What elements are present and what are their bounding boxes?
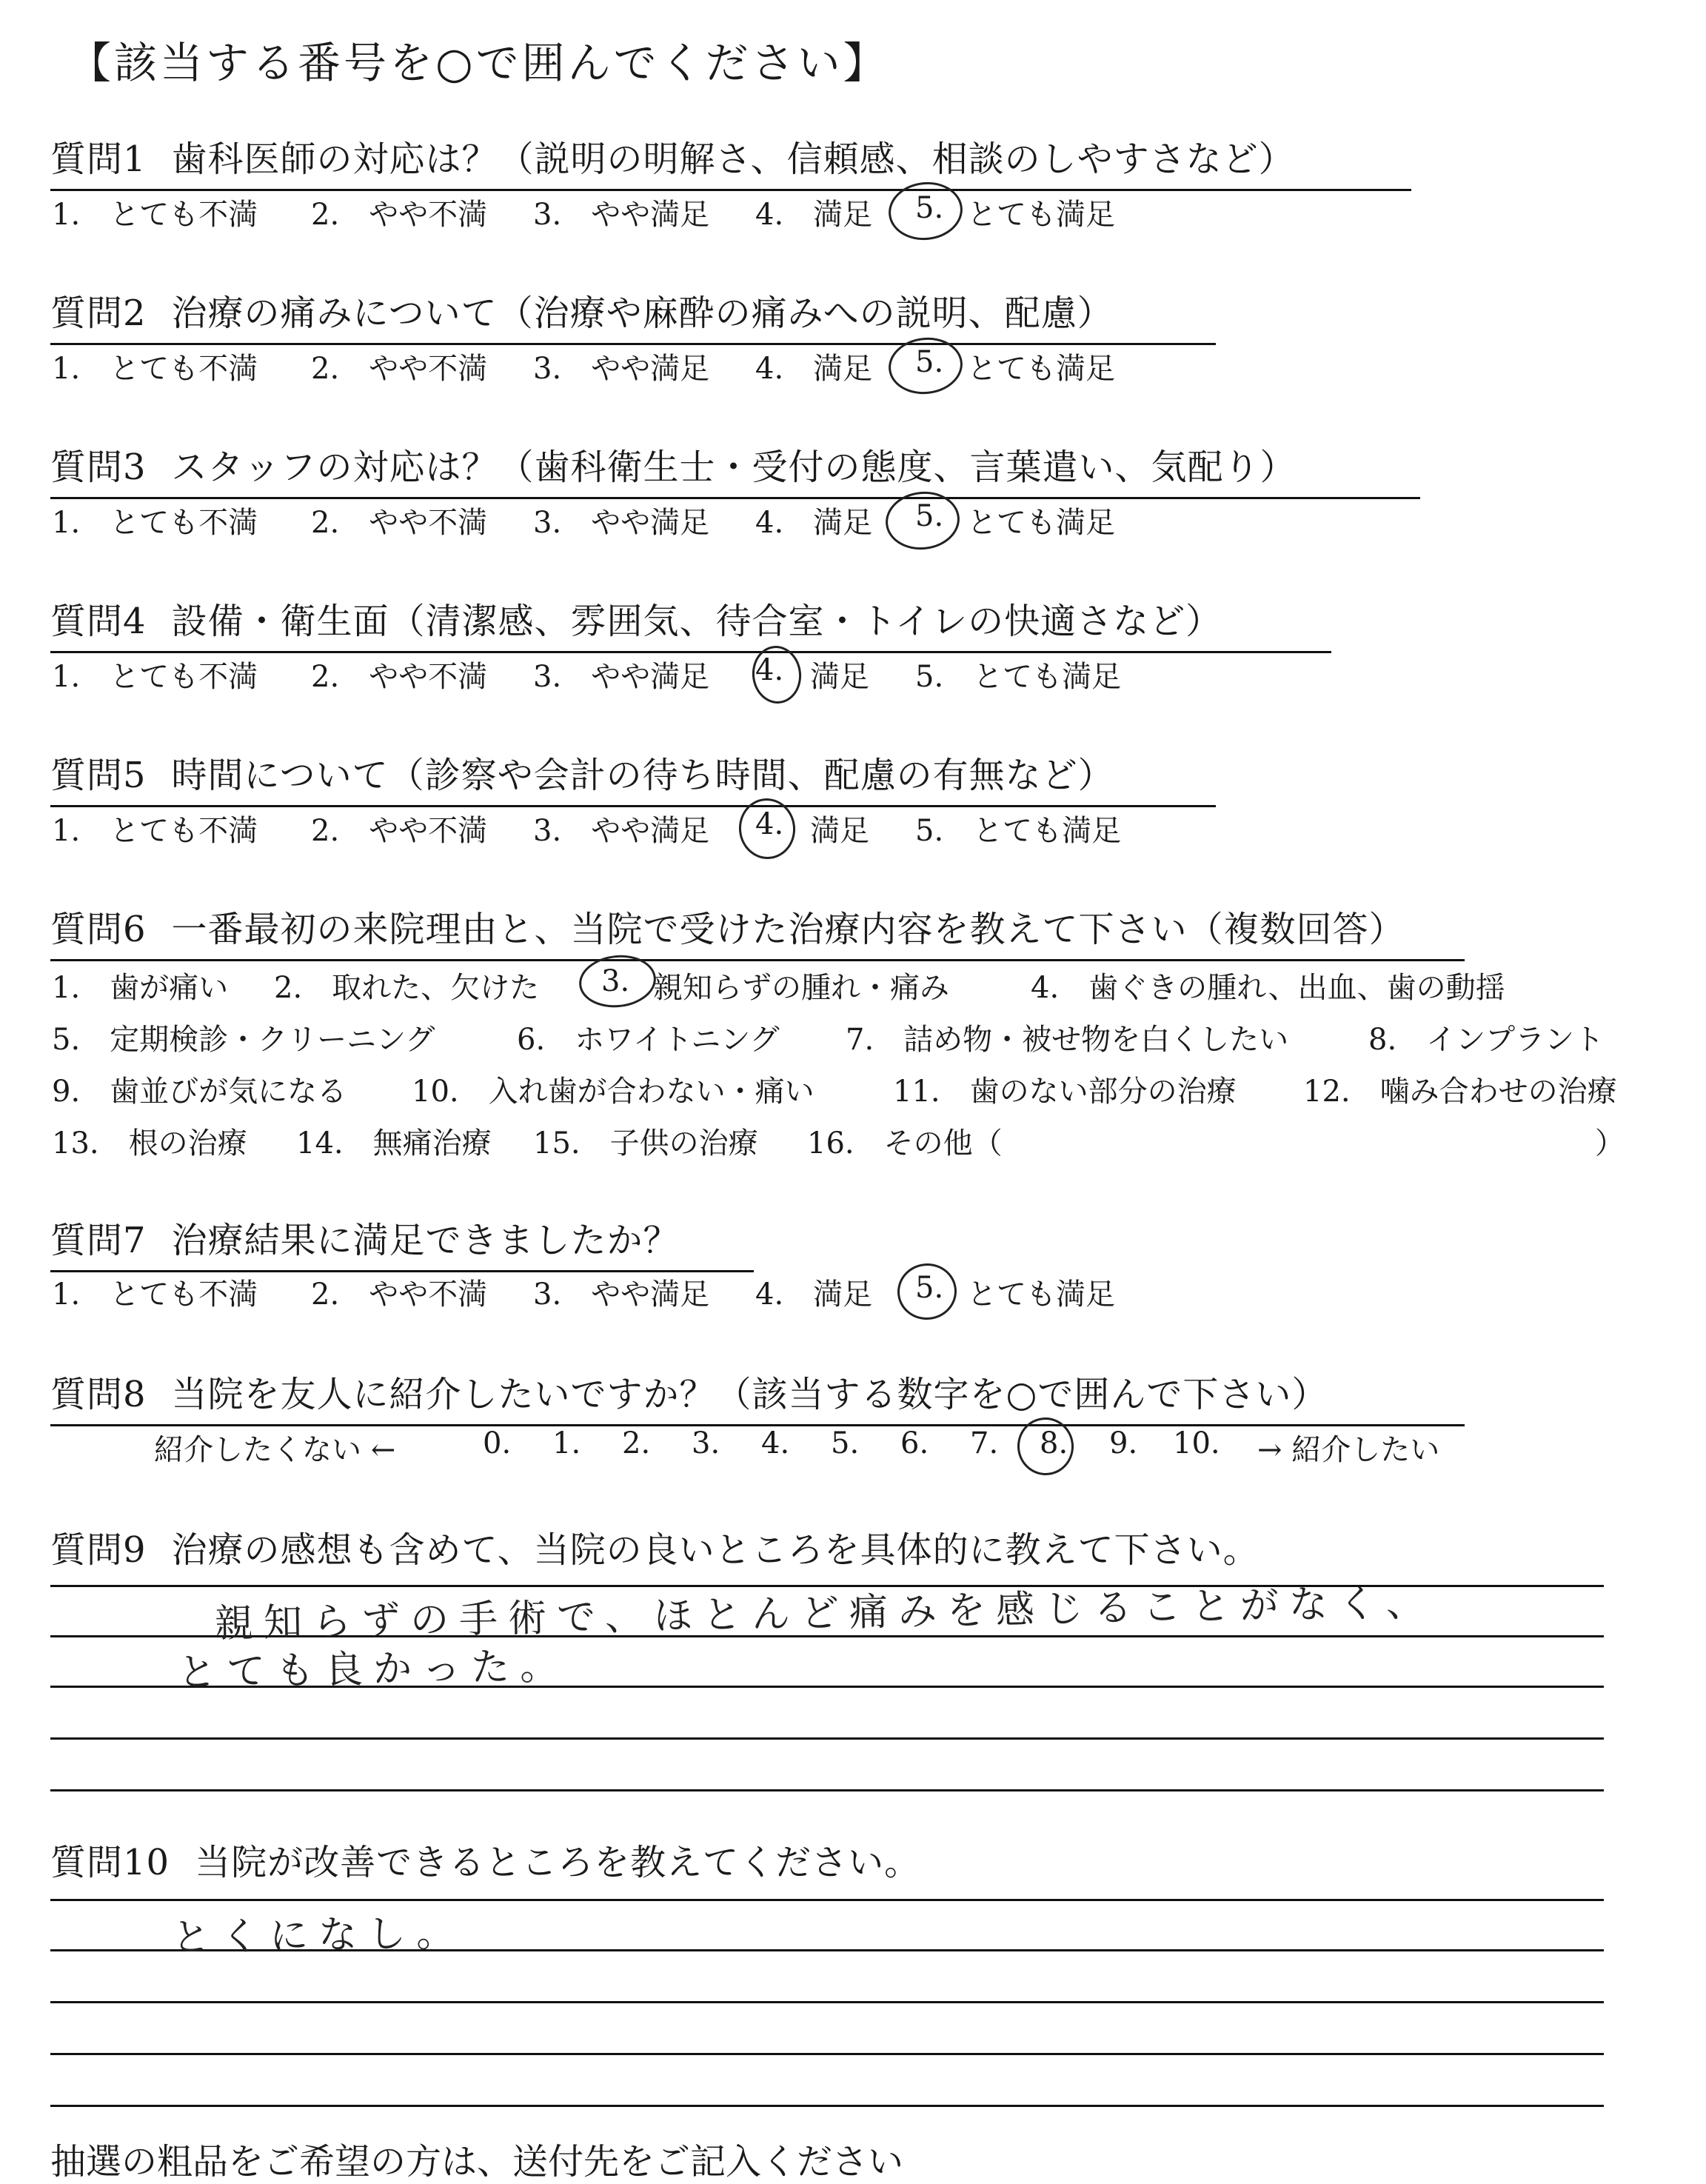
q6-option-4[interactable]: 4. 歯ぐきの腫れ、出血、歯の動揺 xyxy=(1031,971,1505,1005)
option-5-label: とても満足 xyxy=(967,506,1115,540)
q6-option-3-label: 親知らずの腫れ・痛み xyxy=(653,971,949,1005)
handwritten-answer-q9-line-2: とても良かった。 xyxy=(177,1643,569,1695)
q6-option-13[interactable]: 13. 根の治療 xyxy=(52,1126,247,1161)
answer-line xyxy=(50,2105,1604,2107)
q6-option-9[interactable]: 9. 歯並びが気になる xyxy=(52,1075,347,1109)
option-5[interactable]: 5. とても満足 xyxy=(915,814,1122,848)
q6-option-3[interactable]: 3. xyxy=(601,964,630,998)
scale-4[interactable]: 4. xyxy=(761,1426,790,1460)
scale-5[interactable]: 5. xyxy=(831,1426,860,1460)
option-2[interactable]: 2. やや不満 xyxy=(311,660,488,694)
option-5-label: とても満足 xyxy=(967,198,1115,232)
q6-option-12[interactable]: 12. 噛み合わせの治療 xyxy=(1303,1075,1617,1109)
question-10-title: 質問10 当院が改善できるところを教えてください。 xyxy=(50,1842,921,1883)
option-5[interactable]: 5. xyxy=(915,191,944,225)
scale-2[interactable]: 2. xyxy=(622,1426,651,1460)
option-1[interactable]: 1. とても不満 xyxy=(52,198,258,232)
answer-line xyxy=(50,1789,1604,1791)
option-4[interactable]: 4. xyxy=(755,807,784,841)
q6-option-5[interactable]: 5. 定期検診・クリーニング xyxy=(52,1023,435,1057)
question-1 xyxy=(50,130,1411,191)
option-1[interactable]: 1. とても不満 xyxy=(52,352,258,386)
option-4[interactable]: 4. 満足 xyxy=(755,198,873,232)
option-5-label: とても満足 xyxy=(967,352,1115,386)
option-4[interactable]: 4. 満足 xyxy=(755,352,873,386)
option-1[interactable]: 1. とても不満 xyxy=(52,660,258,694)
question-1-title: 質問1 歯科医師の対応は？（説明の明解さ、信頼感、相談のしやすさなど） xyxy=(50,130,1411,191)
option-5[interactable]: 5. xyxy=(915,1271,944,1305)
q6-option-7[interactable]: 7. 詰め物・被せ物を白くしたい xyxy=(846,1023,1289,1057)
handwritten-answer-q9-line-1: 親知らずの手術で、ほとんど痛みを感じることがなく、 xyxy=(214,1580,1436,1646)
option-5[interactable]: 5. xyxy=(915,499,944,533)
answer-line xyxy=(50,1737,1604,1740)
option-4-label: 満足 xyxy=(810,814,869,848)
option-4[interactable]: 4. xyxy=(755,653,784,687)
option-2[interactable]: 2. やや不満 xyxy=(311,198,488,232)
scale-6[interactable]: 6. xyxy=(900,1426,929,1460)
option-3[interactable]: 3. やや満足 xyxy=(533,506,710,540)
question-3 xyxy=(50,438,1420,499)
scale-right-label: → 紹介したい xyxy=(1257,1433,1440,1467)
scale-9[interactable]: 9. xyxy=(1109,1426,1138,1460)
option-1[interactable]: 1. とても不満 xyxy=(52,814,258,848)
scale-left-label: 紹介したくない ← xyxy=(154,1433,396,1467)
q6-option-2[interactable]: 2. 取れた、欠けた xyxy=(274,971,540,1005)
question-7-title: 質問7 治療結果に満足できましたか？ xyxy=(50,1212,754,1272)
scale-1[interactable]: 1. xyxy=(552,1426,581,1460)
answer-line xyxy=(50,2053,1604,2055)
option-3[interactable]: 3. やや満足 xyxy=(533,814,710,848)
footer-note: 抽選の粗品をご希望の方は、送付先をご記入ください xyxy=(50,2141,904,2183)
option-3[interactable]: 3. やや満足 xyxy=(533,660,710,694)
option-4[interactable]: 4. 満足 xyxy=(755,506,873,540)
scale-3[interactable]: 3. xyxy=(692,1426,720,1460)
option-2[interactable]: 2. やや不満 xyxy=(311,1278,488,1312)
question-2 xyxy=(50,284,1216,345)
option-2[interactable]: 2. やや不満 xyxy=(311,506,488,540)
scale-0[interactable]: 0. xyxy=(483,1426,512,1460)
question-5 xyxy=(50,747,1216,807)
question-7 xyxy=(50,1212,754,1272)
option-3[interactable]: 3. やや満足 xyxy=(533,352,710,386)
question-6-title: 質問6 一番最初の来院理由と、当院で受けた治療内容を教えて下さい（複数回答） xyxy=(50,901,1465,961)
option-2[interactable]: 2. やや不満 xyxy=(311,352,488,386)
answer-circle-mark xyxy=(894,1260,960,1323)
option-1[interactable]: 1. とても不満 xyxy=(52,1278,258,1312)
scale-8[interactable]: 8. xyxy=(1040,1426,1068,1460)
question-4 xyxy=(50,592,1331,653)
q6-option-1[interactable]: 1. 歯が痛い xyxy=(52,971,229,1005)
answer-line xyxy=(50,1899,1604,1901)
question-5-title: 質問5 時間について（診察や会計の待ち時間、配慮の有無など） xyxy=(50,747,1216,807)
option-3[interactable]: 3. やや満足 xyxy=(533,1278,710,1312)
option-2[interactable]: 2. やや不満 xyxy=(311,814,488,848)
question-2-title: 質問2 治療の痛みについて（治療や麻酔の痛みへの説明、配慮） xyxy=(50,284,1216,345)
q6-option-10[interactable]: 10. 入れ歯が合わない・痛い xyxy=(412,1075,814,1109)
scale-10[interactable]: 10. xyxy=(1173,1426,1220,1460)
question-10 xyxy=(50,1834,925,1892)
option-4[interactable]: 4. 満足 xyxy=(755,1278,873,1312)
handwritten-answer-q10: とくになし。 xyxy=(171,1911,466,1960)
q6-option-6[interactable]: 6. ホワイトニング xyxy=(517,1023,780,1057)
question-4-title: 質問4 設備・衛生面（清潔感、雰囲気、待合室・トイレの快適さなど） xyxy=(50,592,1331,653)
q6-option-14[interactable]: 14. 無痛治療 xyxy=(296,1126,492,1161)
question-9 xyxy=(50,1521,1264,1580)
q6-other-close-paren: ） xyxy=(1595,1126,1625,1161)
question-3-title: 質問3 スタッフの対応は？（歯科衛生士・受付の態度、言葉遣い、気配り） xyxy=(50,438,1420,499)
question-8 xyxy=(50,1366,1465,1426)
q6-option-16[interactable]: 16. その他（ xyxy=(807,1126,1003,1161)
question-9-title: 質問9 治療の感想も含めて、当院の良いところを具体的に教えて下さい。 xyxy=(50,1529,1260,1571)
q6-option-15[interactable]: 15. 子供の治療 xyxy=(533,1126,758,1161)
answer-line xyxy=(50,2001,1604,2003)
option-4-label: 満足 xyxy=(810,660,869,694)
page-title: 【該当する番号を○で囲んでください】 xyxy=(68,38,889,88)
q6-option-8[interactable]: 8. インプラント xyxy=(1368,1023,1605,1057)
question-8-title: 質問8 当院を友人に紹介したいですか？（該当する数字を○で囲んで下さい） xyxy=(50,1366,1465,1426)
q6-option-11[interactable]: 11. 歯のない部分の治療 xyxy=(893,1075,1237,1109)
scale-7[interactable]: 7. xyxy=(970,1426,999,1460)
option-1[interactable]: 1. とても不満 xyxy=(52,506,258,540)
option-5[interactable]: 5. xyxy=(915,345,944,379)
option-3[interactable]: 3. やや満足 xyxy=(533,198,710,232)
option-5-label: とても満足 xyxy=(967,1278,1115,1312)
option-5[interactable]: 5. とても満足 xyxy=(915,660,1122,694)
question-6 xyxy=(50,901,1465,961)
